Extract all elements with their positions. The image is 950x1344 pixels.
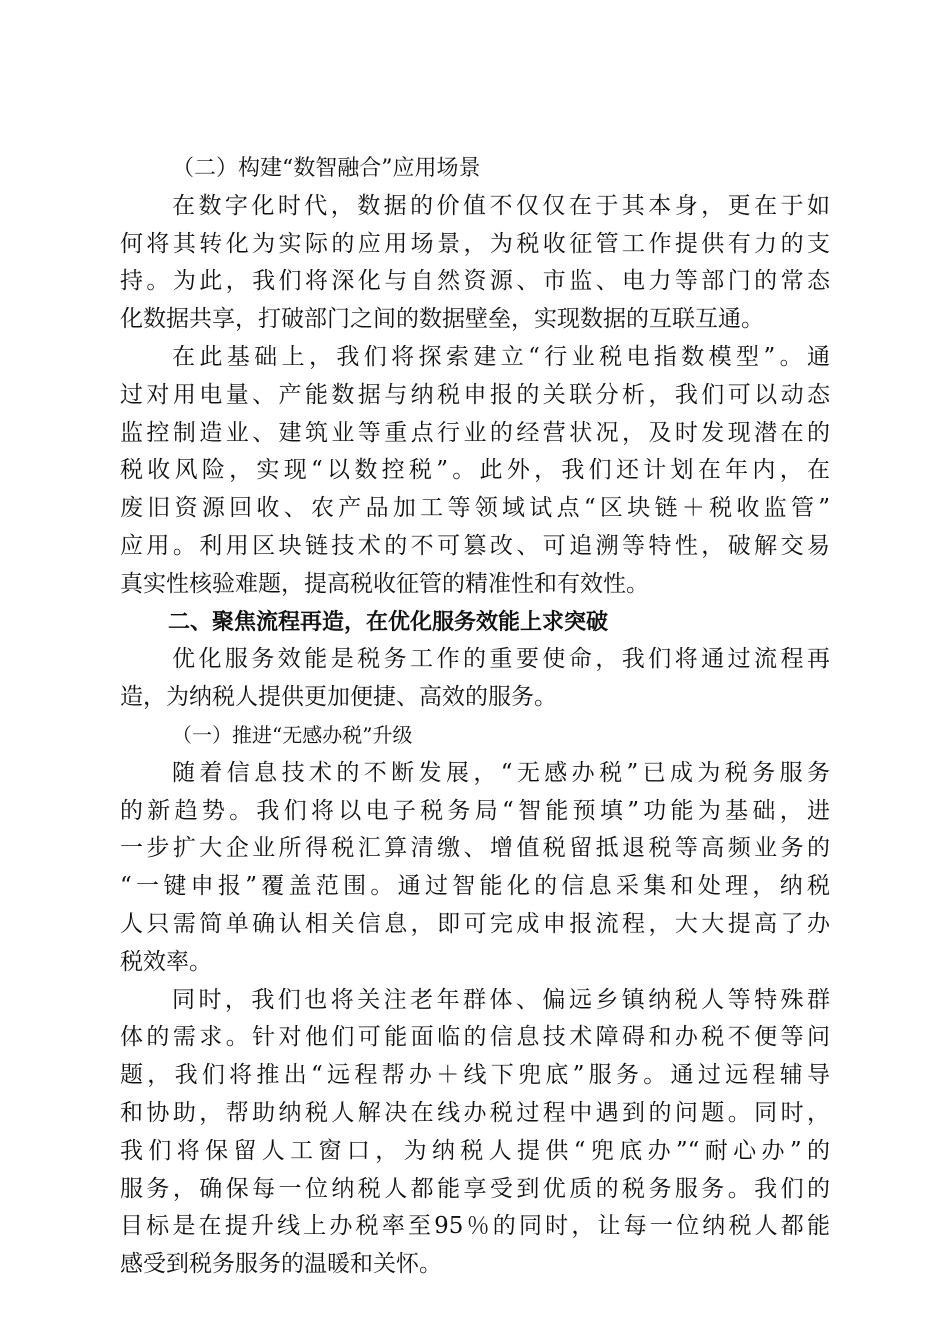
text-line: 何将其转化为实际的应用场景，为税收征管工作提供有力的支 [120,230,830,257]
paragraph-tax-power-index [120,339,830,604]
text-line: 服务，确保每一位纳税人都能享受到优质的税务服务。我们的 [120,1175,830,1202]
text-line: 目标是在提升线上办税率至95％的同时，让每一位纳税人都能 [120,1213,830,1240]
text-line: 税收风险，实现“以数控税”。此外，我们还计划在年内，在 [120,457,830,484]
text-line: 随着信息技术的不断发展，“无感办税”已成为税务服务 [172,759,830,786]
text-line: 真实性核验难题，提高税收征管的精准性和有效性。 [120,570,649,597]
document-body [120,150,830,1284]
text-line: 我们将保留人工窗口，为纳税人提供“兜底办”“耐心办”的 [120,1137,830,1164]
text-line: 监控制造业、建筑业等重点行业的经营状况，及时发现潜在的 [120,419,830,446]
paragraph-service-efficiency [120,641,830,717]
text-line: 体的需求。针对他们可能面临的信息技术障碍和办税不便等问 [120,1024,830,1051]
text-line: 的新趋势。我们将以电子税务局“智能预填”功能为基础，进 [120,797,830,824]
text-line: 税效率。 [120,948,212,975]
subsection-heading-seamless-tax: （一）推进“无感办税”升级 [172,722,413,747]
text-line: 废旧资源回收、农产品加工等领域试点“区块链＋税收监管” [120,495,830,522]
text-line: 持。为此，我们将深化与自然资源、市监、电力等部门的常态 [120,268,830,295]
text-line: 人只需简单确认相关信息，即可完成申报流程，大大提高了办 [120,910,830,937]
text-line: 造，为纳税人提供更加便捷、高效的服务。 [120,684,557,711]
text-line: 在此基础上，我们将探索建立“行业税电指数模型”。通 [172,343,830,370]
text-line: 化数据共享，打破部门之间的数据壁垒，实现数据的互联互通。 [120,306,764,333]
text-line: 应用。利用区块链技术的不可篡改、可追溯等特性，破解交易 [120,532,830,559]
text-line: 一步扩大企业所得税汇算清缴、增值税留抵退税等高频业务的 [120,835,830,862]
section-heading-process-reengineering: 二、聚焦流程再造，在优化服务效能上求突破 [168,609,609,635]
text-line: 感受到税务服务的温暖和关怀。 [120,1251,442,1278]
text-line: 过对用电量、产能数据与纳税申报的关联分析，我们可以动态 [120,381,830,408]
subsection-heading-build-scenarios: （二）构建“数智融合”应用场景 [172,156,481,181]
paragraph-seamless-tax-trend [120,755,830,982]
text-line: 题，我们将推出“远程帮办＋线下兜底”服务。通过远程辅导 [120,1062,830,1089]
text-line: 和协助，帮助纳税人解决在线办税过程中遇到的问题。同时， [120,1099,830,1126]
paragraph-special-groups [120,982,830,1284]
paragraph-data-value [120,188,830,339]
text-line: 在数字化时代，数据的价值不仅仅在于其本身，更在于如 [172,192,830,219]
text-line: “一键申报”覆盖范围。通过智能化的信息采集和处理，纳税 [120,873,830,900]
text-line: 优化服务效能是税务工作的重要使命，我们将通过流程再 [172,646,830,673]
text-line: 同时，我们也将关注老年群体、偏远乡镇纳税人等特殊群 [172,986,830,1013]
